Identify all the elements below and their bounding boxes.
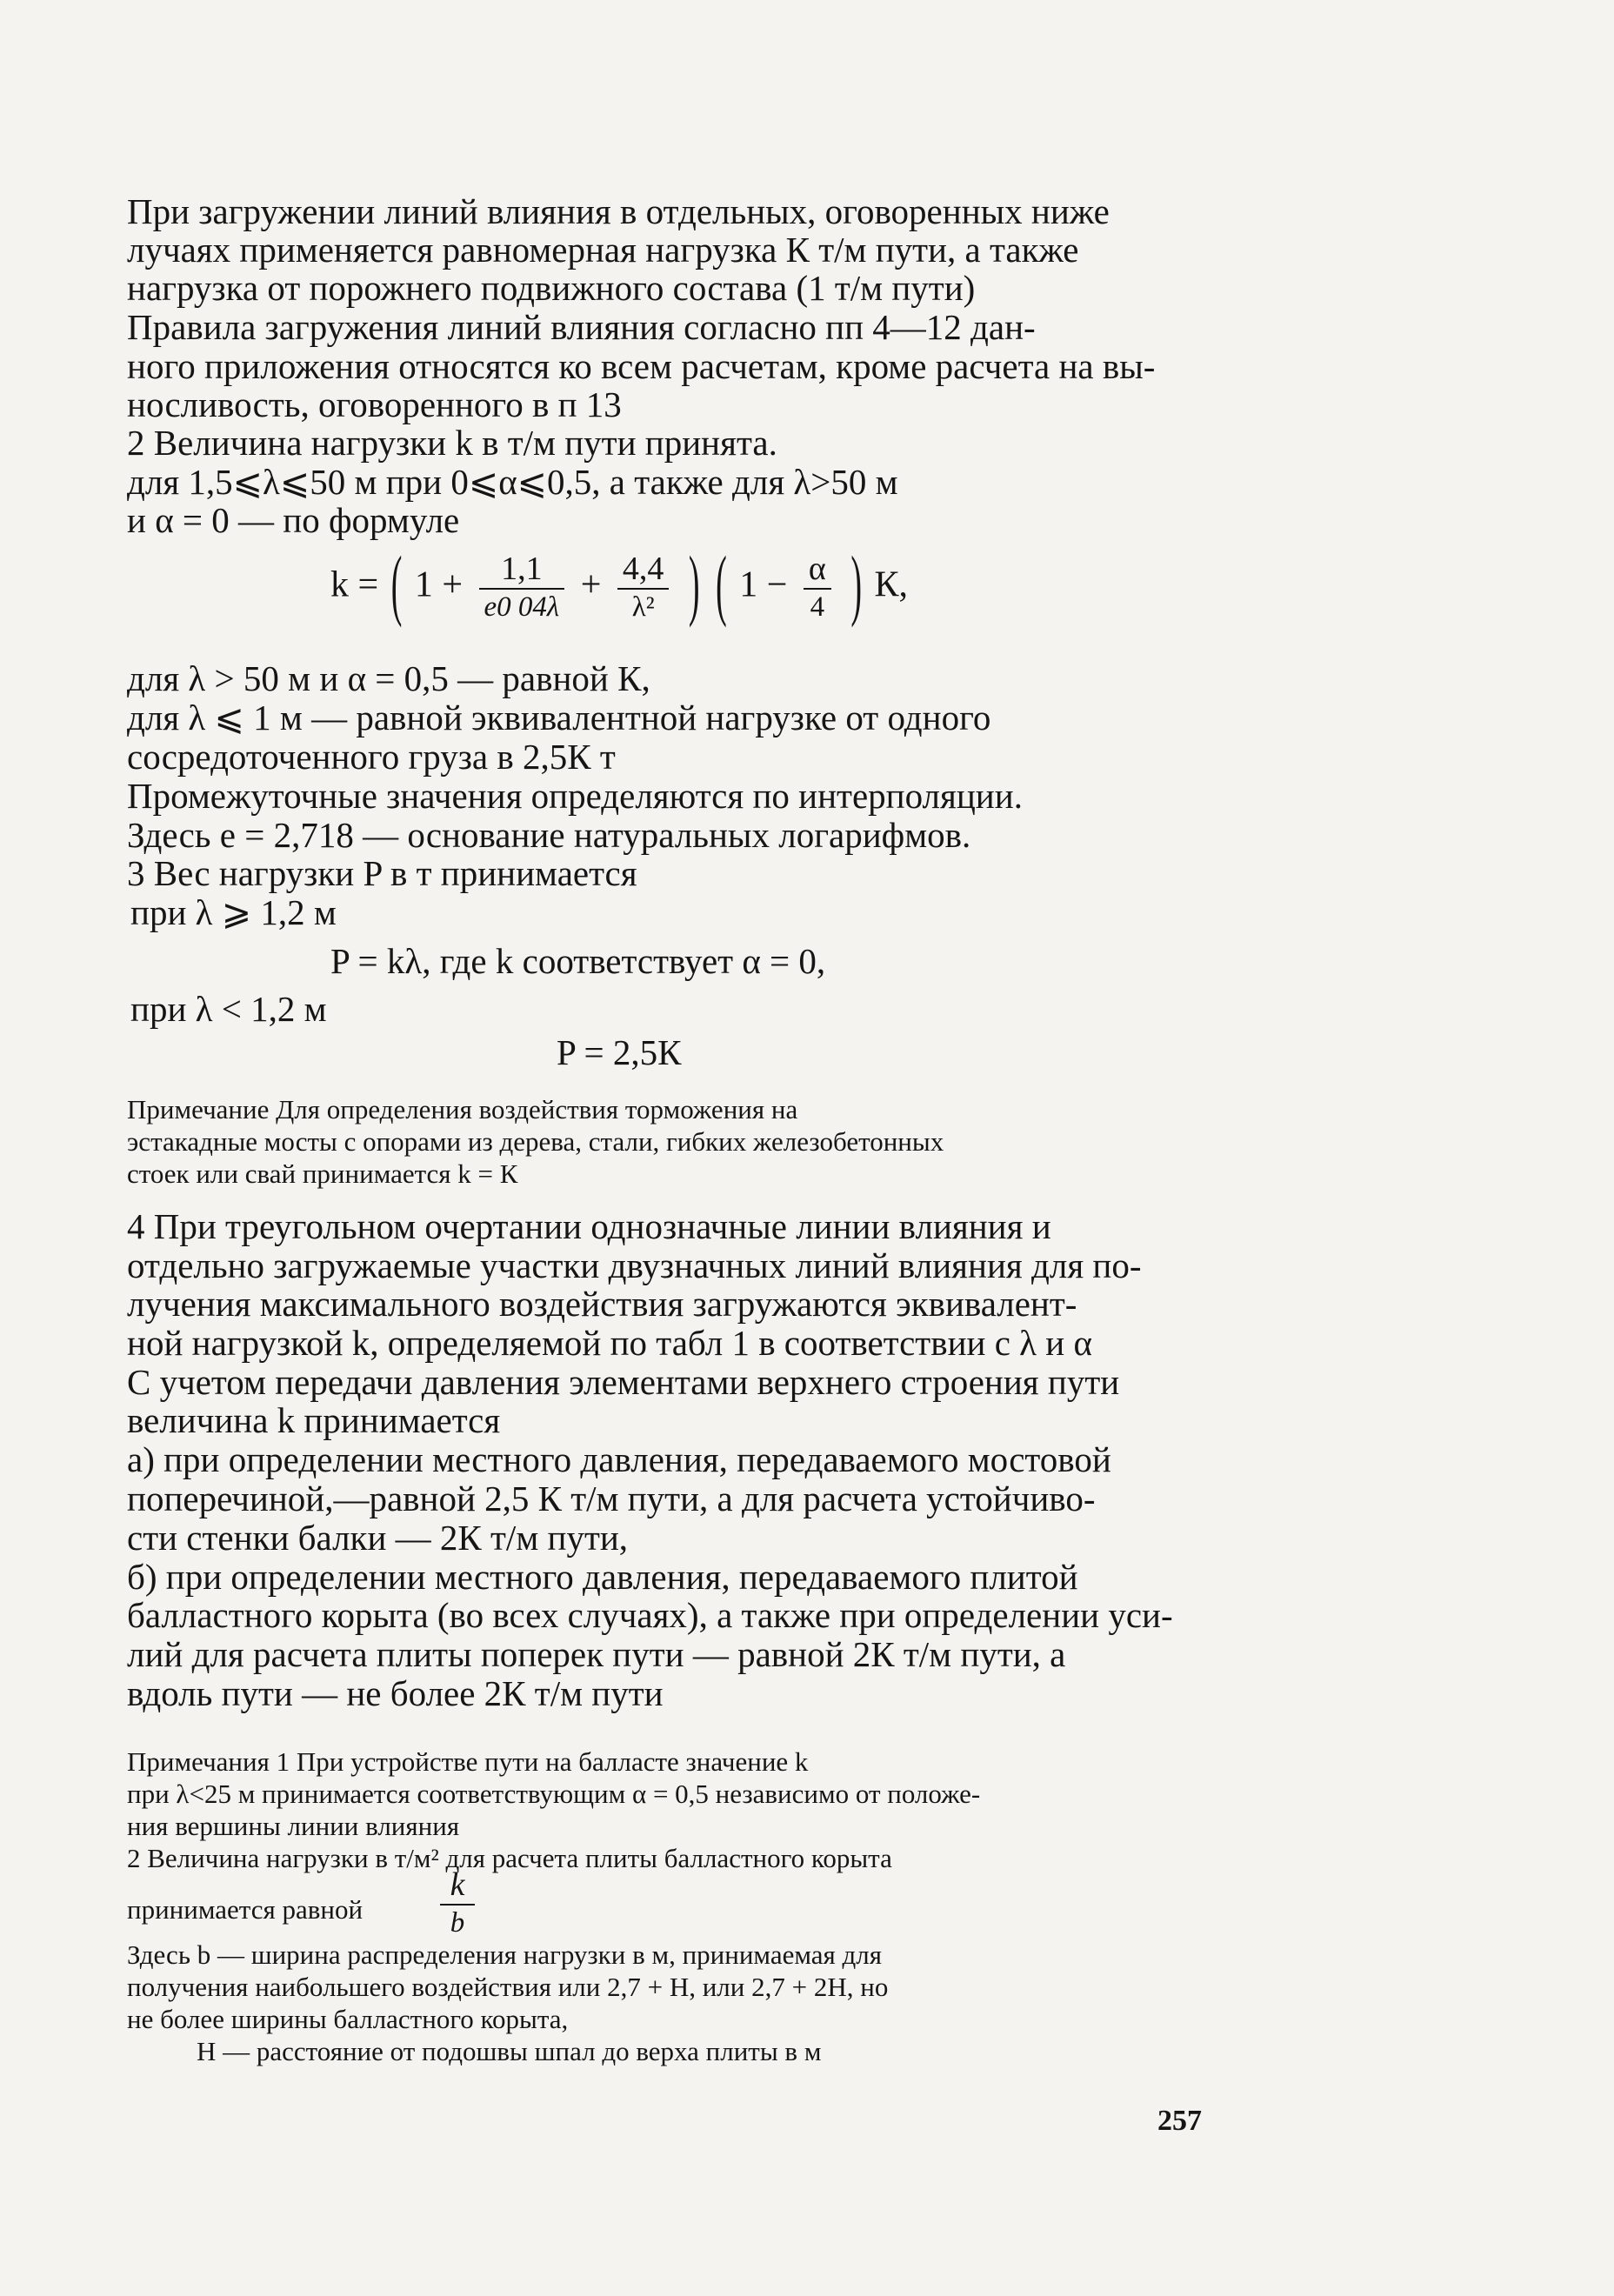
section-4-line-3: лучения максимального воздействия загружаются эквивалент- <box>127 1284 1077 1324</box>
section-4-line-9: сти стенки балки — 2К т/м пути, <box>127 1518 629 1558</box>
section-2-line-2: и α = 0 — по формуле <box>127 500 460 540</box>
paragraph-1-line-1: При загружении линий влияния в отдельных, оговоренных ниже <box>127 191 1110 231</box>
formula-tail: К, <box>874 564 909 605</box>
left-parenthesis-1: ( <box>390 541 403 630</box>
section-2-line-4: для λ ⩽ 1 м — равной эквивалентной нагрузке от одного <box>127 697 991 738</box>
section-2-line-3: для λ > 50 м и α = 0,5 — равной К, <box>127 658 650 698</box>
section-4-line-11: балластного корыта (во всех случаях), а также при определении уси- <box>127 1595 1173 1635</box>
right-parenthesis-1: ) <box>688 541 700 630</box>
notes-2-line-9: H — расстояние от подошвы шпал до верха плиты в м <box>197 2036 822 2066</box>
note-1-line-2: эстакадные мосты с опорами из дерева, стали, гибких железобетонных <box>127 1126 944 1157</box>
section-3-case-2: при λ < 1,2 м <box>130 989 327 1029</box>
section-2-line-5: сосредоточенного груза в 2,5К т <box>127 737 616 777</box>
right-parenthesis-2: ) <box>850 541 862 630</box>
paragraph-2-line-1: Правила загружения линий влияния согласно пп 4—12 дан- <box>127 307 1036 347</box>
section-2-heading: 2 Величина нагрузки k в т/м пути принята. <box>127 423 777 463</box>
section-4-line-13: вдоль пути — не более 2К т/м пути <box>127 1673 664 1713</box>
section-4-line-1: 4 При треугольном очертании однозначные линии влияния и <box>127 1206 1051 1246</box>
section-4-line-2: отдельно загружаемые участки двузначных линий влияния для по- <box>127 1245 1142 1285</box>
note-1-line-3: стоек или свай принимается k = К <box>127 1158 518 1189</box>
formula-fraction-1 <box>479 552 565 623</box>
section-4-line-6: величина k принимается <box>127 1400 501 1440</box>
formula-numerator-3: α <box>808 551 826 587</box>
notes-2-line-6: Здесь b — ширина распределения нагрузки в м, принимаемая для <box>127 1939 883 1970</box>
paragraph-1-line-2: лучаях применяется равномерная нагрузка К т/м пути, а также <box>127 230 1079 270</box>
section-4-line-5: С учетом передачи давления элементами верхнего строения пути <box>127 1362 1120 1402</box>
notes-2-line-4: 2 Величина нагрузки в т/м² для расчета плиты балластного корыта <box>127 1843 892 1873</box>
section-2-line-6: Промежуточные значения определяются по интерполяции. <box>127 776 1023 816</box>
formula-plus: + <box>580 564 602 605</box>
formula-numerator-2: 4,4 <box>622 551 664 587</box>
notes-2-line-5-prefix: принимается равной <box>127 1894 363 1925</box>
left-parenthesis-2: ( <box>716 541 727 630</box>
notes-2-line-7: получения наибольшего воздействия или 2,7 + H, или 2,7 + 2H, но <box>127 1972 889 2002</box>
paragraph-2-line-3: носливость, оговоренного в п 13 <box>127 384 622 424</box>
page-number: 257 <box>1157 2105 1202 2137</box>
notes-2-fraction <box>440 1868 475 1939</box>
notes-2-line-2: при λ<25 м принимается соответствующим α = 0,5 независимо от положе- <box>127 1779 981 1809</box>
section-4-line-4: ной нагрузкой k, определяемой по табл 1 в соответствии с λ и α <box>127 1323 1092 1363</box>
formula-one-plus: 1 + <box>414 564 464 605</box>
formula-fraction-2 <box>617 552 670 623</box>
notes-2-fraction-denominator: b <box>450 1907 465 1939</box>
load-formula <box>330 541 909 630</box>
paragraph-1-line-3: нагрузка от порожнего подвижного состава (1 т/м пути) <box>127 268 976 308</box>
formula-denominator-2: λ² <box>631 591 655 623</box>
section-4-line-10: б) при определении местного давления, передаваемого плитой <box>127 1557 1078 1597</box>
section-3-heading: 3 Вес нагрузки P в т принимается <box>127 853 637 893</box>
formula-one-minus: 1 − <box>739 564 788 605</box>
section-4-line-12: лий для расчета плиты поперек пути — равной 2К т/м пути, а <box>127 1634 1066 1674</box>
note-1-line-1: Примечание Для определения воздействия торможения на <box>127 1094 798 1125</box>
section-3-formula-2: P = 2,5К <box>557 1032 682 1072</box>
formula-k: k = <box>330 564 379 605</box>
formula-numerator-1: 1,1 <box>501 551 543 587</box>
notes-2-line-8: не более ширины балластного корыта, <box>127 2004 569 2034</box>
notes-2-line-1: Примечания 1 При устройстве пути на балласте значение k <box>127 1746 809 1777</box>
notes-2-line-3: ния вершины линии влияния <box>127 1811 460 1841</box>
formula-fraction-3 <box>804 552 831 623</box>
section-2-line-7: Здесь e = 2,718 — основание натуральных логарифмов. <box>127 815 971 855</box>
formula-denominator-1: e0 04λ <box>484 591 560 623</box>
section-2-line-1: для 1,5⩽λ⩽50 м при 0⩽α⩽0,5, а также для λ>50 м <box>127 462 898 502</box>
formula-denominator-3: 4 <box>810 591 825 623</box>
section-4-line-8: поперечиной,—равной 2,5 К т/м пути, а для расчета устойчиво- <box>127 1478 1096 1518</box>
section-3-formula-1: P = kλ, где k соответствует α = 0, <box>330 941 826 981</box>
section-3-case-1: при λ ⩾ 1,2 м <box>130 892 337 932</box>
section-4-line-7: а) при определении местного давления, передаваемого мостовой <box>127 1439 1111 1479</box>
notes-2-fraction-numerator: k <box>450 1866 465 1903</box>
paragraph-2-line-2: ного приложения относятся ко всем расчетам, кроме расчета на вы- <box>127 346 1156 386</box>
